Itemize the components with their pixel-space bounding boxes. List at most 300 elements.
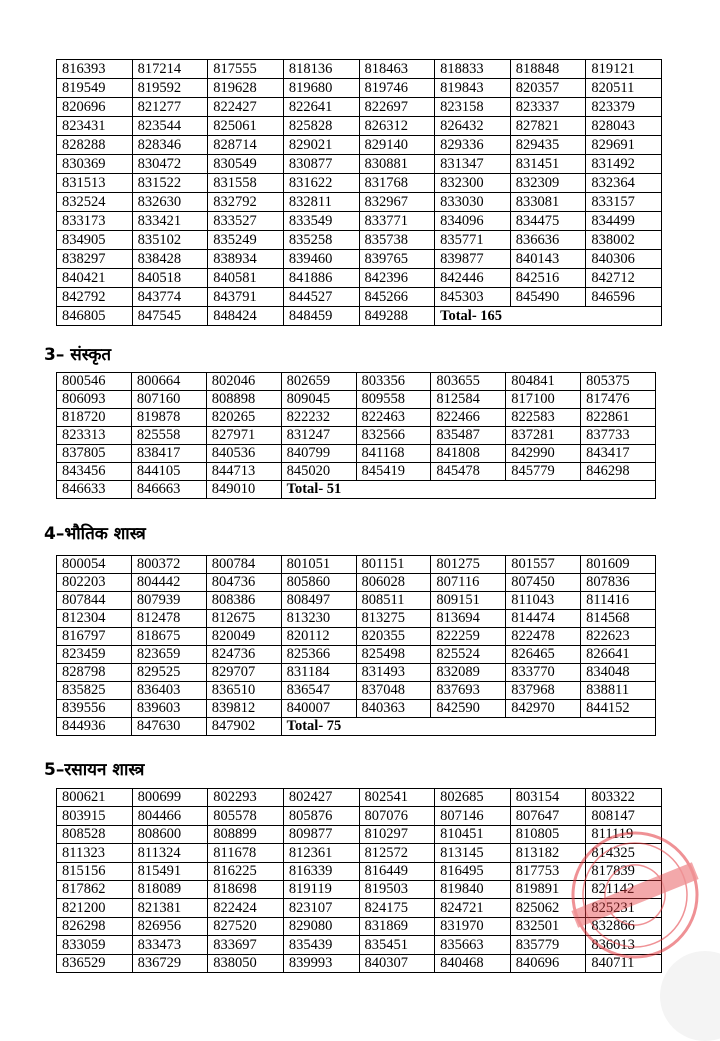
roll-number-cell: 804841 — [506, 373, 581, 391]
roll-number-cell: 817839 — [586, 862, 662, 880]
roll-number-cell: 841886 — [283, 269, 359, 288]
roll-number-cell: 803322 — [586, 789, 662, 807]
roll-number-cell: 828798 — [57, 664, 132, 682]
table-row — [57, 574, 656, 592]
roll-number-cell: 835771 — [435, 231, 511, 250]
roll-number-cell: 844936 — [57, 718, 132, 736]
roll-number-cell: 809877 — [283, 825, 359, 843]
roll-number-cell: 808511 — [356, 592, 431, 610]
table-row — [57, 789, 662, 807]
roll-number-cell: 802427 — [283, 789, 359, 807]
roll-number-cell: 808600 — [132, 825, 208, 843]
roll-number-cell: 811043 — [506, 592, 581, 610]
roll-number-cell: 822424 — [208, 899, 284, 917]
roll-number-cell: 835825 — [57, 682, 132, 700]
roll-number-cell: 805375 — [581, 373, 656, 391]
roll-number-cell: 840307 — [359, 954, 435, 972]
roll-number-cell: 819843 — [435, 79, 511, 98]
roll-number-cell: 838811 — [581, 682, 656, 700]
table-row — [57, 212, 662, 231]
roll-number-cell: 840007 — [281, 700, 356, 718]
roll-number-cell: 818848 — [510, 60, 586, 79]
roll-number-cell: 848424 — [208, 307, 284, 326]
roll-number-cell: 846633 — [57, 481, 132, 499]
roll-number-cell: 846596 — [586, 288, 662, 307]
roll-number-cell: 811678 — [208, 844, 284, 862]
roll-number-cell: 826298 — [57, 917, 133, 935]
roll-number-cell: 802203 — [57, 574, 132, 592]
roll-number-cell: 820696 — [57, 98, 133, 117]
table-row-total — [57, 718, 656, 736]
table-row — [57, 136, 662, 155]
roll-number-cell: 843456 — [57, 463, 132, 481]
table-row — [57, 664, 656, 682]
roll-number-cell: 840468 — [435, 954, 511, 972]
roll-number-cell: 820357 — [510, 79, 586, 98]
roll-number-cell: 842990 — [506, 445, 581, 463]
roll-number-cell: 816225 — [208, 862, 284, 880]
roll-number-cell: 832967 — [359, 193, 435, 212]
roll-number-cell: 804442 — [131, 574, 206, 592]
roll-number-cell: 832630 — [132, 193, 208, 212]
roll-number-cell: 819592 — [132, 79, 208, 98]
roll-number-table-physics — [56, 555, 656, 736]
table-row — [57, 155, 662, 174]
roll-number-cell: 807146 — [435, 807, 511, 825]
roll-number-cell: 822583 — [506, 409, 581, 427]
roll-number-cell: 802685 — [435, 789, 511, 807]
roll-number-cell: 803655 — [431, 373, 506, 391]
roll-number-cell: 832566 — [356, 427, 431, 445]
roll-number-cell: 807647 — [510, 807, 586, 825]
roll-number-cell: 842970 — [506, 700, 581, 718]
roll-number-cell: 835779 — [510, 936, 586, 954]
roll-number-cell: 844713 — [206, 463, 281, 481]
roll-number-cell: 839603 — [131, 700, 206, 718]
roll-number-cell: 818463 — [359, 60, 435, 79]
roll-number-cell: 832309 — [510, 174, 586, 193]
roll-number-cell: 819549 — [57, 79, 133, 98]
roll-number-cell: 809045 — [281, 391, 356, 409]
roll-number-cell: 823158 — [435, 98, 511, 117]
roll-number-cell: 830472 — [132, 155, 208, 174]
roll-number-cell: 822232 — [281, 409, 356, 427]
roll-number-cell: 823459 — [57, 646, 132, 664]
table-row — [57, 700, 656, 718]
roll-number-cell: 845779 — [506, 463, 581, 481]
roll-number-cell: 807116 — [431, 574, 506, 592]
roll-number-cell: 836403 — [131, 682, 206, 700]
roll-number-cell: 843417 — [581, 445, 656, 463]
roll-number-cell: 846805 — [57, 307, 133, 326]
roll-number-cell: 849288 — [359, 307, 435, 326]
roll-number-cell: 837805 — [57, 445, 132, 463]
roll-number-cell: 818833 — [435, 60, 511, 79]
roll-number-cell: 810451 — [435, 825, 511, 843]
roll-number-cell: 807076 — [359, 807, 435, 825]
roll-number-cell: 833770 — [506, 664, 581, 682]
roll-number-cell: 832866 — [586, 917, 662, 935]
roll-number-cell: 832364 — [586, 174, 662, 193]
table-row — [57, 60, 662, 79]
roll-number-cell: 820511 — [586, 79, 662, 98]
roll-number-cell: 800054 — [57, 556, 132, 574]
roll-number-cell: 831247 — [281, 427, 356, 445]
roll-number-cell: 813145 — [435, 844, 511, 862]
roll-number-cell: 802293 — [208, 789, 284, 807]
roll-number-cell: 812361 — [283, 844, 359, 862]
roll-number-cell: 805876 — [283, 807, 359, 825]
roll-number-cell: 810297 — [359, 825, 435, 843]
roll-number-cell: 825558 — [131, 427, 206, 445]
table-row — [57, 288, 662, 307]
roll-number-cell: 840536 — [206, 445, 281, 463]
roll-number-cell: 816797 — [57, 628, 132, 646]
roll-number-cell: 813230 — [281, 610, 356, 628]
roll-number-cell: 823431 — [57, 117, 133, 136]
roll-number-cell: 840363 — [356, 700, 431, 718]
roll-number-cell: 811324 — [132, 844, 208, 862]
roll-number-cell: 822259 — [431, 628, 506, 646]
roll-number-cell: 834905 — [57, 231, 133, 250]
roll-number-cell: 825828 — [283, 117, 359, 136]
roll-number-cell: 822641 — [283, 98, 359, 117]
roll-number-cell: 801151 — [356, 556, 431, 574]
roll-number-cell: 835249 — [208, 231, 284, 250]
roll-number-cell: 814325 — [586, 844, 662, 862]
roll-number-cell: 831184 — [281, 664, 356, 682]
roll-number-cell: 816449 — [359, 862, 435, 880]
roll-number-cell: 843774 — [132, 288, 208, 307]
table-row-total — [57, 481, 656, 499]
roll-number-cell: 807844 — [57, 592, 132, 610]
table-row — [57, 682, 656, 700]
roll-number-cell: 833527 — [208, 212, 284, 231]
roll-number-cell: 817862 — [57, 880, 133, 898]
roll-number-cell: 845266 — [359, 288, 435, 307]
table-row — [57, 193, 662, 212]
roll-number-cell: 838428 — [132, 250, 208, 269]
roll-number-cell: 809558 — [356, 391, 431, 409]
roll-number-cell: 809151 — [431, 592, 506, 610]
roll-number-cell: 808386 — [206, 592, 281, 610]
roll-number-cell: 847902 — [206, 718, 281, 736]
roll-number-table-chemistry — [56, 788, 662, 973]
roll-number-cell: 821142 — [586, 880, 662, 898]
roll-number-cell: 833173 — [57, 212, 133, 231]
roll-number-cell: 847545 — [132, 307, 208, 326]
roll-number-cell: 817100 — [506, 391, 581, 409]
roll-number-cell: 832089 — [431, 664, 506, 682]
roll-number-cell: 842792 — [57, 288, 133, 307]
table-row — [57, 936, 662, 954]
table-row — [57, 825, 662, 843]
total-count: Total- 51 — [281, 481, 655, 499]
table-row-total — [57, 307, 662, 326]
roll-number-cell: 832792 — [208, 193, 284, 212]
roll-number-cell: 831869 — [359, 917, 435, 935]
roll-number-cell: 817476 — [581, 391, 656, 409]
roll-number-cell: 833473 — [132, 936, 208, 954]
roll-number-cell: 807450 — [506, 574, 581, 592]
table-row — [57, 862, 662, 880]
roll-number-cell: 831513 — [57, 174, 133, 193]
roll-number-cell: 805578 — [208, 807, 284, 825]
roll-number-cell: 841168 — [356, 445, 431, 463]
roll-number-cell: 841808 — [431, 445, 506, 463]
roll-number-cell: 838002 — [586, 231, 662, 250]
roll-number-cell: 840581 — [208, 269, 284, 288]
roll-number-cell: 831558 — [208, 174, 284, 193]
roll-number-cell: 822623 — [581, 628, 656, 646]
roll-number-cell: 826956 — [132, 917, 208, 935]
roll-number-cell: 819680 — [283, 79, 359, 98]
table-row — [57, 79, 662, 98]
roll-number-cell: 839993 — [283, 954, 359, 972]
roll-number-cell: 831970 — [435, 917, 511, 935]
roll-number-table-section-1 — [56, 59, 662, 326]
roll-number-cell: 800621 — [57, 789, 133, 807]
roll-number-cell: 820355 — [356, 628, 431, 646]
roll-number-cell: 830881 — [359, 155, 435, 174]
roll-number-cell: 836636 — [510, 231, 586, 250]
roll-number-cell: 803356 — [356, 373, 431, 391]
roll-number-cell: 822466 — [431, 409, 506, 427]
roll-number-cell: 822697 — [359, 98, 435, 117]
roll-number-cell: 835663 — [435, 936, 511, 954]
roll-number-cell: 812572 — [359, 844, 435, 862]
roll-number-cell: 817555 — [208, 60, 284, 79]
roll-number-cell: 800546 — [57, 373, 132, 391]
roll-number-cell: 843791 — [208, 288, 284, 307]
roll-number-cell: 829140 — [359, 136, 435, 155]
roll-number-cell: 835487 — [431, 427, 506, 445]
roll-number-cell: 814474 — [506, 610, 581, 628]
roll-number-cell: 830549 — [208, 155, 284, 174]
roll-number-cell: 816495 — [435, 862, 511, 880]
roll-number-cell: 804466 — [132, 807, 208, 825]
roll-number-cell: 835738 — [359, 231, 435, 250]
roll-number-cell: 817214 — [132, 60, 208, 79]
roll-number-cell: 837693 — [431, 682, 506, 700]
roll-number-cell: 803915 — [57, 807, 133, 825]
table-row — [57, 174, 662, 193]
roll-number-cell: 801275 — [431, 556, 506, 574]
roll-number-cell: 819878 — [131, 409, 206, 427]
roll-number-cell: 827821 — [510, 117, 586, 136]
roll-number-cell: 800699 — [132, 789, 208, 807]
roll-number-cell: 819503 — [359, 880, 435, 898]
roll-number-cell: 815156 — [57, 862, 133, 880]
roll-number-cell: 819746 — [359, 79, 435, 98]
roll-number-cell: 834096 — [435, 212, 511, 231]
roll-number-cell: 821277 — [132, 98, 208, 117]
roll-number-cell: 837281 — [506, 427, 581, 445]
roll-number-cell: 840799 — [281, 445, 356, 463]
roll-number-cell: 847630 — [131, 718, 206, 736]
table-row — [57, 445, 656, 463]
roll-number-cell: 826312 — [359, 117, 435, 136]
table-row — [57, 610, 656, 628]
roll-number-cell: 819121 — [586, 60, 662, 79]
roll-number-cell: 820112 — [281, 628, 356, 646]
roll-number-cell: 800372 — [131, 556, 206, 574]
table-row — [57, 391, 656, 409]
roll-number-cell: 836529 — [57, 954, 133, 972]
roll-number-cell: 807836 — [581, 574, 656, 592]
total-count: Total- 165 — [435, 307, 662, 326]
roll-number-cell: 819891 — [510, 880, 586, 898]
roll-number-cell: 824736 — [206, 646, 281, 664]
table-row — [57, 269, 662, 288]
roll-number-cell: 846298 — [581, 463, 656, 481]
roll-number-cell: 838050 — [208, 954, 284, 972]
roll-number-cell: 818675 — [131, 628, 206, 646]
roll-number-cell: 831492 — [586, 155, 662, 174]
roll-number-cell: 808899 — [208, 825, 284, 843]
roll-number-cell: 828043 — [586, 117, 662, 136]
roll-number-cell: 840518 — [132, 269, 208, 288]
roll-number-cell: 831768 — [359, 174, 435, 193]
roll-number-cell: 829336 — [435, 136, 511, 155]
table-row — [57, 463, 656, 481]
page-corner-shadow — [660, 951, 720, 1041]
roll-number-cell: 823379 — [586, 98, 662, 117]
roll-number-cell: 818136 — [283, 60, 359, 79]
roll-number-cell: 821200 — [57, 899, 133, 917]
roll-number-cell: 828346 — [132, 136, 208, 155]
roll-number-cell: 811119 — [586, 825, 662, 843]
roll-number-cell: 839460 — [283, 250, 359, 269]
roll-number-cell: 823313 — [57, 427, 132, 445]
roll-number-cell: 828714 — [208, 136, 284, 155]
table-row — [57, 117, 662, 136]
roll-number-cell: 802659 — [281, 373, 356, 391]
roll-number-cell: 806093 — [57, 391, 132, 409]
roll-number-cell: 808528 — [57, 825, 133, 843]
section-heading-physics: 4–भौतिक शास्त्र — [44, 524, 146, 544]
roll-number-cell: 844105 — [131, 463, 206, 481]
section-heading-sanskrit: 3– संस्कृत — [44, 345, 112, 365]
roll-number-cell: 835451 — [359, 936, 435, 954]
roll-number-cell: 808898 — [206, 391, 281, 409]
roll-number-cell: 832811 — [283, 193, 359, 212]
roll-number-cell: 842712 — [586, 269, 662, 288]
table-row — [57, 592, 656, 610]
roll-number-cell: 831493 — [356, 664, 431, 682]
roll-number-cell: 826465 — [506, 646, 581, 664]
roll-number-cell: 829691 — [586, 136, 662, 155]
roll-number-cell: 816339 — [283, 862, 359, 880]
roll-number-cell: 819628 — [208, 79, 284, 98]
roll-number-cell: 825498 — [356, 646, 431, 664]
table-row — [57, 628, 656, 646]
roll-number-cell: 818089 — [132, 880, 208, 898]
roll-number-cell: 826432 — [435, 117, 511, 136]
roll-number-cell: 810805 — [510, 825, 586, 843]
table-row — [57, 646, 656, 664]
roll-number-cell: 813182 — [510, 844, 586, 862]
roll-number-cell: 845490 — [510, 288, 586, 307]
table-row — [57, 807, 662, 825]
roll-number-cell: 811323 — [57, 844, 133, 862]
roll-number-cell: 812304 — [57, 610, 132, 628]
roll-number-cell: 812478 — [131, 610, 206, 628]
roll-number-cell: 815491 — [132, 862, 208, 880]
roll-number-cell: 822427 — [208, 98, 284, 117]
roll-number-cell: 808497 — [281, 592, 356, 610]
roll-number-cell: 823659 — [131, 646, 206, 664]
table-row — [57, 899, 662, 917]
roll-number-cell: 836547 — [281, 682, 356, 700]
roll-number-cell: 800664 — [131, 373, 206, 391]
table-row — [57, 556, 656, 574]
roll-number-cell: 801557 — [506, 556, 581, 574]
roll-number-cell: 846663 — [131, 481, 206, 499]
roll-number-cell: 842396 — [359, 269, 435, 288]
roll-number-cell: 835102 — [132, 231, 208, 250]
roll-number-cell: 827971 — [206, 427, 281, 445]
roll-number-table-sanskrit — [56, 372, 656, 499]
roll-number-cell: 845478 — [431, 463, 506, 481]
roll-number-cell: 801609 — [581, 556, 656, 574]
roll-number-cell: 830369 — [57, 155, 133, 174]
total-count: Total- 75 — [281, 718, 655, 736]
table-row — [57, 409, 656, 427]
roll-number-cell: 842446 — [435, 269, 511, 288]
roll-number-cell: 840711 — [586, 954, 662, 972]
roll-number-cell: 837048 — [356, 682, 431, 700]
roll-number-cell: 845419 — [356, 463, 431, 481]
roll-number-cell: 838417 — [131, 445, 206, 463]
roll-number-cell: 828288 — [57, 136, 133, 155]
roll-number-cell: 837733 — [581, 427, 656, 445]
roll-number-cell: 844527 — [283, 288, 359, 307]
roll-number-cell: 845303 — [435, 288, 511, 307]
roll-number-cell: 832501 — [510, 917, 586, 935]
roll-number-cell: 839812 — [206, 700, 281, 718]
roll-number-cell: 829021 — [283, 136, 359, 155]
table-row — [57, 954, 662, 972]
roll-number-cell: 804736 — [206, 574, 281, 592]
roll-number-cell: 838934 — [208, 250, 284, 269]
roll-number-cell: 837968 — [506, 682, 581, 700]
roll-number-cell: 802046 — [206, 373, 281, 391]
roll-number-cell: 845020 — [281, 463, 356, 481]
roll-number-cell: 805860 — [281, 574, 356, 592]
roll-number-cell: 830877 — [283, 155, 359, 174]
roll-number-cell: 839556 — [57, 700, 132, 718]
table-row — [57, 250, 662, 269]
roll-number-cell: 842516 — [510, 269, 586, 288]
roll-number-cell: 813275 — [356, 610, 431, 628]
roll-number-cell: 825524 — [431, 646, 506, 664]
roll-number-cell: 833081 — [510, 193, 586, 212]
roll-number-cell: 840696 — [510, 954, 586, 972]
roll-number-cell: 820049 — [206, 628, 281, 646]
roll-number-cell: 829707 — [206, 664, 281, 682]
roll-number-cell: 836510 — [206, 682, 281, 700]
roll-number-cell: 835439 — [283, 936, 359, 954]
roll-number-cell: 838297 — [57, 250, 133, 269]
roll-number-cell: 839877 — [435, 250, 511, 269]
roll-number-cell: 825061 — [208, 117, 284, 136]
table-row — [57, 880, 662, 898]
table-row — [57, 844, 662, 862]
roll-number-cell: 813694 — [431, 610, 506, 628]
roll-number-cell: 832300 — [435, 174, 511, 193]
roll-number-cell: 829435 — [510, 136, 586, 155]
